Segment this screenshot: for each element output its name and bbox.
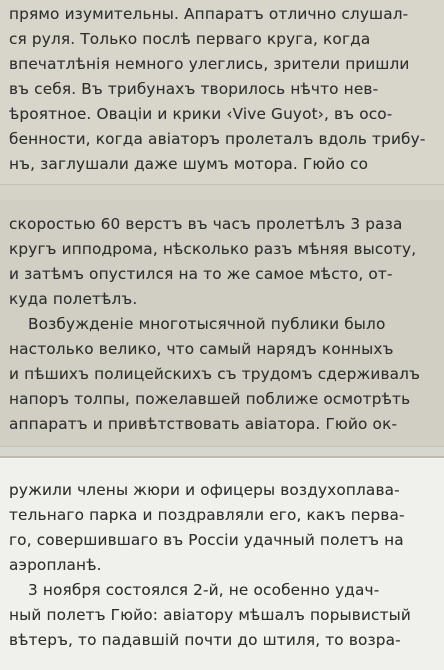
text-line: тельнаго парка и поздравляли его, какъ перва- — [9, 506, 405, 524]
text-line: и пѣшихъ полицейскихъ съ трудомъ сдерживалъ — [9, 365, 421, 383]
text-line: аэропланѣ. — [9, 556, 102, 574]
text-line: го, совершившаго въ Россіи удачный полетъ на — [9, 531, 404, 549]
text-fragment-middle — [0, 200, 444, 446]
text-line-indented: Возбужденіе многотысячной публики было — [28, 315, 386, 333]
text-line: и затѣмъ опустился на то же самое мѣсто, от- — [9, 265, 393, 283]
text-line: ѣроятное. Оваціи и крики ‹Vive Guyot›, въ осо- — [9, 105, 393, 123]
page-crease — [0, 446, 444, 447]
text-line: кругъ ипподрома, нѣсколько разъ мѣняя высоту, — [9, 240, 417, 258]
text-line-indented: 3 ноября состоялся 2-й, не особенно удач- — [28, 581, 380, 599]
text-line: аппаратъ и привѣтствовать авіатора. Гюйо ок- — [9, 415, 398, 433]
text-line: впечатлѣнія немного улеглись, зрители пришли — [9, 55, 410, 73]
text-fragment-top — [0, 0, 444, 184]
text-line: куда полетѣлъ. — [9, 290, 138, 308]
page-crease — [0, 184, 444, 185]
text-line: бенности, когда авіаторъ пролеталъ вдоль трибу- — [9, 130, 426, 148]
text-fragment-bottom — [0, 456, 444, 670]
text-line: въ себя. Въ трибунахъ творилось нѣчто нев- — [9, 80, 379, 98]
text-line: ный полетъ Гюйо: авіатору мѣшалъ порывистый — [9, 606, 411, 624]
text-line: нъ, заглушали даже шумъ мотора. Гюйо со — [9, 155, 369, 173]
text-line: напоръ толпы, пожелавшей поближе осмотрѣть — [9, 390, 411, 408]
text-line: ружили члены жюри и офицеры воздухоплава- — [9, 481, 400, 499]
text-line: настолько велико, что самый нарядъ конныхъ — [9, 340, 394, 358]
text-line: скоростью 60 верстъ въ часъ пролетѣлъ 3 раза — [9, 215, 403, 233]
text-line: прямо изумительны. Аппаратъ отлично слушал- — [9, 5, 409, 23]
text-line: вѣтеръ, то падавшій почти до штиля, то возра- — [9, 631, 401, 649]
text-line: ся руля. Только послѣ перваго круга, когда — [9, 30, 371, 48]
